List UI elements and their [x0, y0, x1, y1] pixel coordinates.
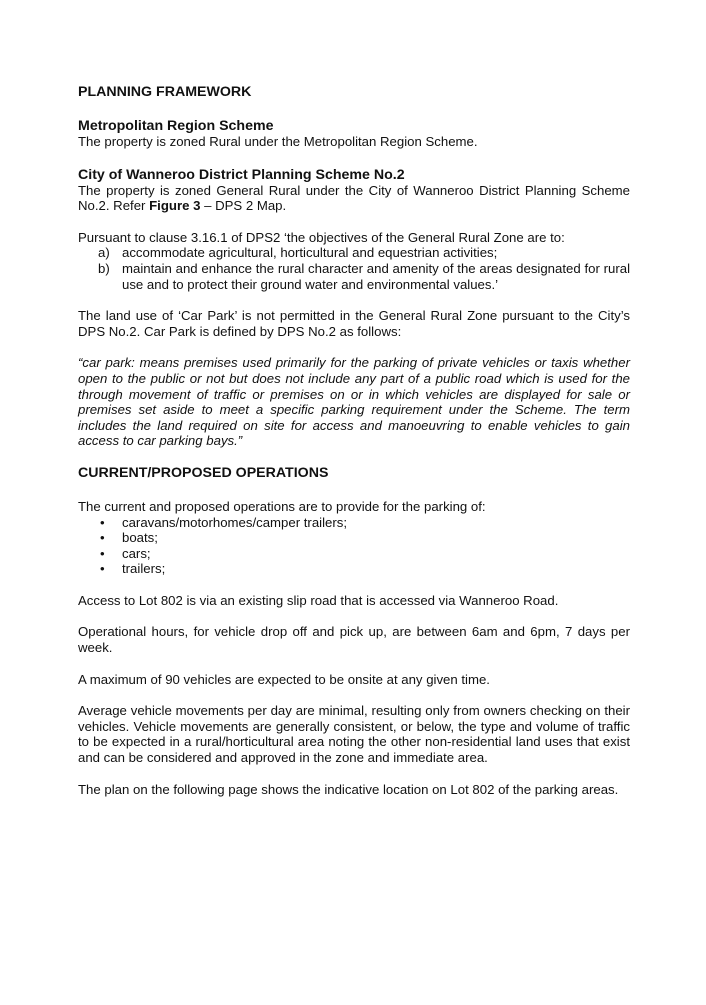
- bullet-glyph: •: [100, 545, 105, 561]
- movements-text: Average vehicle movements per day are minimal, resulting only from owners checking on their vehicles. Vehicle movements are generally consistent, or below, the type and volume of traffic to be expected in a rural/horticultural area noting the other non-residential land uses that exist and can be considered and approved in the zone and immediate area.: [78, 703, 630, 766]
- objective-marker: b): [98, 260, 110, 276]
- list-item-text: caravans/motorhomes/camper trailers;: [122, 514, 347, 530]
- list-item: [78, 530, 630, 546]
- bullet-glyph: •: [100, 530, 105, 546]
- mrs-heading: Metropolitan Region Scheme: [78, 118, 274, 134]
- planning-framework-heading: PLANNING FRAMEWORK: [78, 84, 252, 100]
- list-item: [78, 515, 630, 531]
- vehicle-types-list: [78, 515, 630, 577]
- document-page: [78, 84, 630, 813]
- dps2-heading: City of Wanneroo District Planning Scheme No.2: [78, 166, 405, 183]
- hours-text: Operational hours, for vehicle drop off and pick up, are between 6am and 6pm, 7 days per week.: [78, 624, 630, 656]
- dps2-text: [78, 183, 630, 214]
- dps2-text-before: The property is zoned General Rural under the City of Wanneroo District Planning Scheme No.2. Refer: [78, 182, 630, 214]
- list-item-text: boats;: [122, 530, 158, 546]
- operations-intro: The current and proposed operations are to provide for the parking of:: [78, 498, 486, 514]
- objective-item: [78, 245, 630, 261]
- objective-marker: a): [98, 245, 110, 261]
- objective-text: maintain and enhance the rural character and amenity of the areas designated for rural use and to protect their ground water and environmental values.’: [122, 260, 630, 292]
- car-park-text: The land use of ‘Car Park’ is not permitted in the General Rural Zone pursuant to the City’s DPS No.2. Car Park is defined by DPS No.2 as follows:: [78, 308, 630, 339]
- plan-note-text: The plan on the following page shows the indicative location on Lot 802 of the parking areas.: [78, 781, 619, 797]
- objective-item: [78, 261, 630, 292]
- list-item: [78, 546, 630, 562]
- mrs-text: The property is zoned Rural under the Metropolitan Region Scheme.: [78, 134, 478, 149]
- objective-text: accommodate agricultural, horticultural and equestrian activities;: [122, 245, 498, 261]
- figure-reference: Figure 3: [149, 198, 201, 214]
- maximum-text: A maximum of 90 vehicles are expected to be onsite at any given time.: [78, 671, 490, 687]
- objectives-list: [78, 245, 630, 292]
- bullet-glyph: •: [100, 561, 105, 577]
- access-text: Access to Lot 802 is via an existing slip road that is accessed via Wanneroo Road.: [78, 592, 559, 608]
- list-item-text: cars;: [122, 545, 151, 561]
- list-item-text: trailers;: [122, 561, 166, 577]
- dps2-text-after: – DPS 2 Map.: [200, 198, 287, 214]
- bullet-glyph: •: [100, 514, 105, 530]
- operations-heading: CURRENT/PROPOSED OPERATIONS: [78, 464, 329, 481]
- car-park-definition: “car park: means premises used primarily for the parking of private vehicles or taxis whether open to the public or not but does not include any part of a public road which is used for the through movement of traffic or premises on or in which vehicles are displayed for sale or premises set aside to meet a specific parking requirement under the Scheme. The term includes the land required on site for access and manoeuvring to enable vehicles to gain access to car parking bays.”: [78, 355, 630, 449]
- list-item: [78, 561, 630, 577]
- objectives-intro: Pursuant to clause 3.16.1 of DPS2 ‘the objectives of the General Rural Zone are to:: [78, 229, 565, 245]
